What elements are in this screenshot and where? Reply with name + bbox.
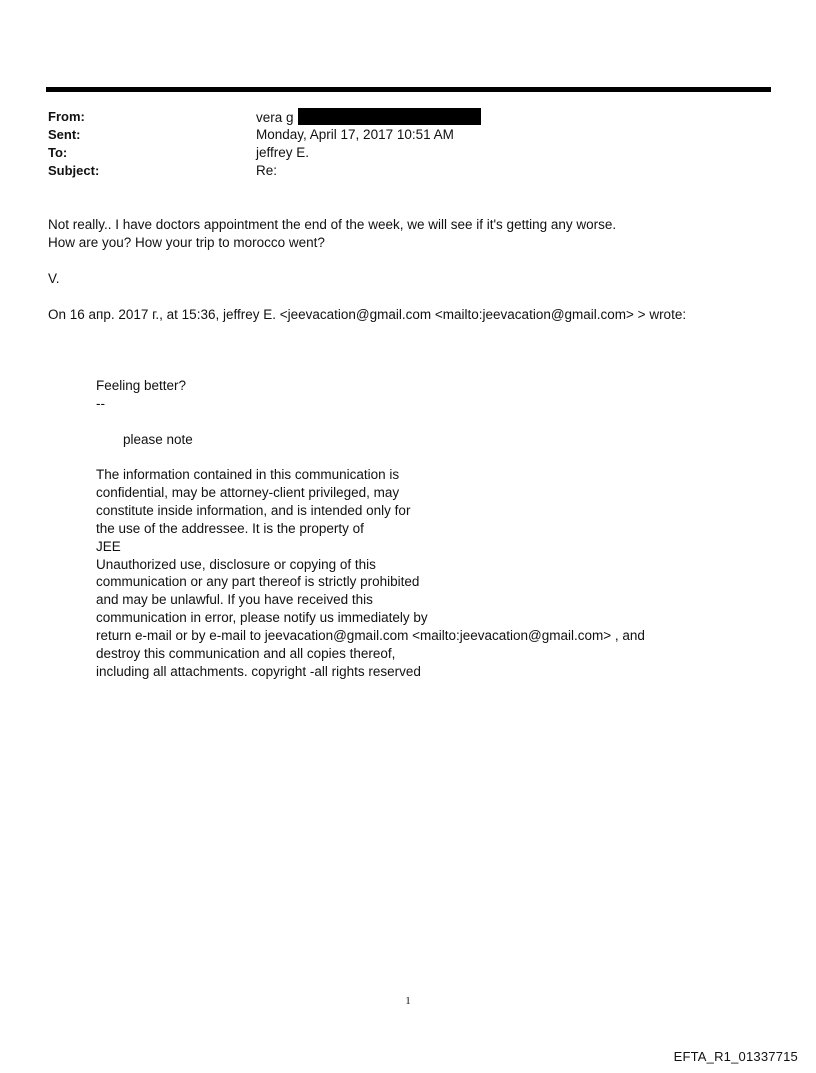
page-number: 1 (405, 995, 411, 1007)
note-heading: please note (123, 432, 193, 447)
disclaimer-line: JEE (96, 538, 121, 554)
sent-label: Sent: (48, 127, 81, 142)
to-label: To: (48, 145, 68, 160)
header-divider (46, 87, 771, 92)
disclaimer-line: return e-mail or by e-mail to jeevacation@gmail.com <mailto:jeevacation@gmail.com> , and (96, 628, 645, 644)
quoted-greeting: Feeling better? (96, 378, 187, 393)
sent-value: Monday, April 17, 2017 10:51 AM (256, 127, 454, 142)
disclaimer (96, 466, 645, 681)
redaction-bar (298, 108, 481, 125)
subject-label: Subject: (48, 163, 100, 178)
disclaimer-line: Unauthorized use, disclosure or copying of this (96, 556, 376, 572)
message-line-1: Not really.. I have doctors appointment the end of the week, we will see if it's getting any worse. (48, 217, 617, 232)
disclaimer-line: The information contained in this communication is (96, 467, 400, 482)
disclaimer-line: communication or any part thereof is strictly prohibited (96, 574, 420, 590)
from-value (256, 108, 481, 127)
from-label: From: (48, 109, 85, 124)
disclaimer-line: destroy this communication and all copies thereof, (96, 646, 396, 662)
message-signoff: V. (48, 271, 60, 286)
message-line-2: How are you? How your trip to morocco went? (48, 235, 325, 250)
disclaimer-line: and may be unlawful. If you have received this (96, 592, 373, 608)
quote-header: On 16 апр. 2017 г., at 15:36, jeffrey E. <jeevacation@gmail.com <mailto:jeevacation@gmail.com> > wrote: (48, 307, 687, 322)
sender-name: vera g (256, 110, 294, 125)
subject-value: Re: (256, 163, 278, 178)
document-id: EFTA_R1_01337715 (673, 1049, 798, 1064)
disclaimer-line: communication in error, please notify us immediately by (96, 610, 428, 626)
signature-separator: -- (96, 396, 105, 411)
disclaimer-line: including all attachments. copyright -all rights reserved (96, 663, 421, 679)
disclaimer-line: constitute inside information, and is intended only for (96, 502, 411, 518)
disclaimer-line: the use of the addressee. It is the property of (96, 520, 364, 536)
disclaimer-line: confidential, may be attorney-client privileged, may (96, 484, 400, 500)
to-value: jeffrey E. (256, 145, 310, 160)
